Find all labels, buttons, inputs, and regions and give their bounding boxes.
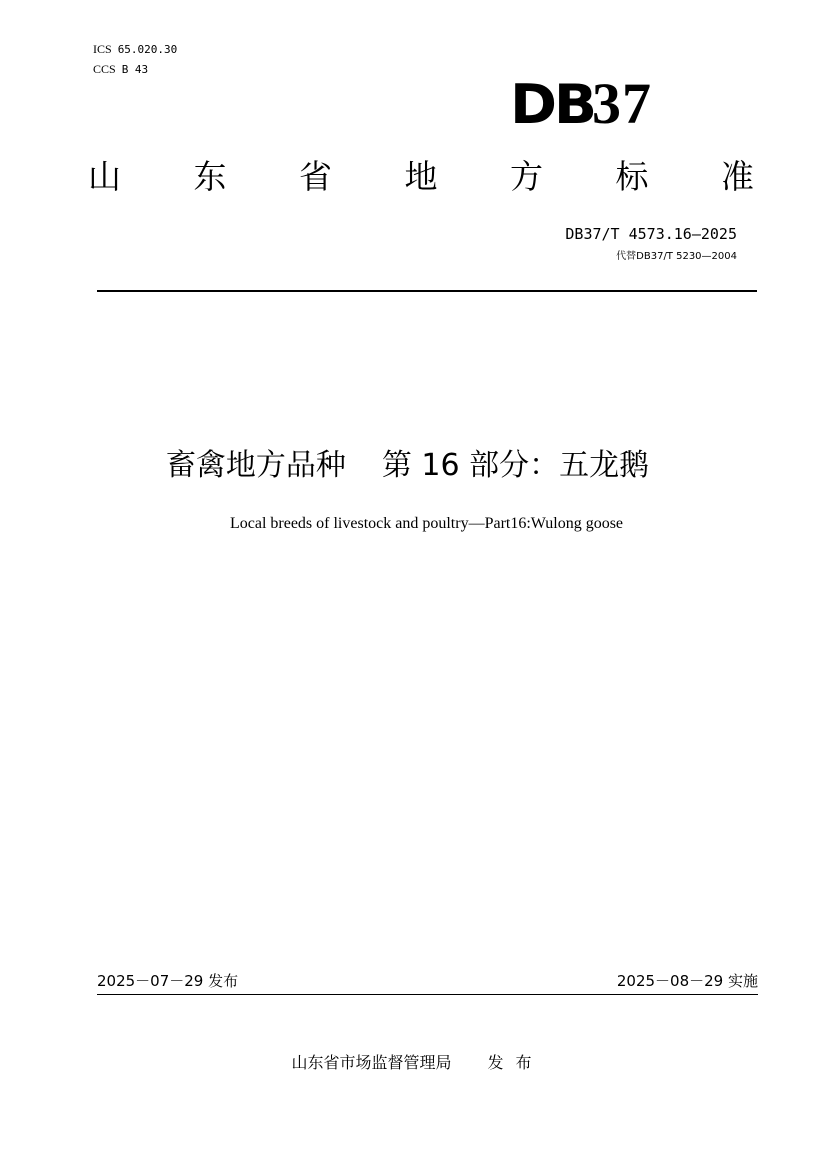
title-cn-part1: 畜禽地方品种 xyxy=(165,448,346,483)
ccs-code: B 43 xyxy=(121,63,149,76)
replaces-standard: 代替DB37/T 5230—2004 xyxy=(616,251,737,262)
document-title-cn xyxy=(0,444,815,488)
issuer-name: 山东省市场监督管理局 xyxy=(291,1053,452,1072)
issuer-action: 发布 xyxy=(487,1053,544,1072)
publish-date: 2025－07－29 发布 xyxy=(97,972,239,990)
document-title-en: Local breeds of livestock and poultry—Part16:Wulong goose xyxy=(229,515,624,532)
province-char: 地 xyxy=(404,157,438,196)
province-char: 省 xyxy=(299,157,332,196)
province-standard-heading xyxy=(88,155,754,199)
province-char: 方 xyxy=(510,157,543,196)
issuing-authority xyxy=(0,1052,815,1074)
db-letters: DB xyxy=(510,73,594,136)
title-cn-part2: 第 16 部分：五龙鹅 xyxy=(381,448,650,483)
province-char: 东 xyxy=(193,157,227,196)
header-divider xyxy=(97,290,757,292)
ics-line xyxy=(93,42,177,57)
ics-code: 65.020.30 xyxy=(117,43,178,56)
province-char: 准 xyxy=(721,157,754,196)
implement-date: 2025－08－29 实施 xyxy=(616,972,758,990)
db-number: 37 xyxy=(591,71,652,136)
ics-label: ICS xyxy=(93,42,112,56)
standard-number: DB37/T 4573.16—2025 xyxy=(565,225,737,243)
province-char: 标 xyxy=(615,157,649,196)
ccs-label: CCS xyxy=(93,62,116,76)
ccs-line xyxy=(93,62,148,77)
province-char: 山 xyxy=(88,157,121,196)
db-standard-mark xyxy=(512,72,652,137)
footer-divider xyxy=(97,994,758,995)
